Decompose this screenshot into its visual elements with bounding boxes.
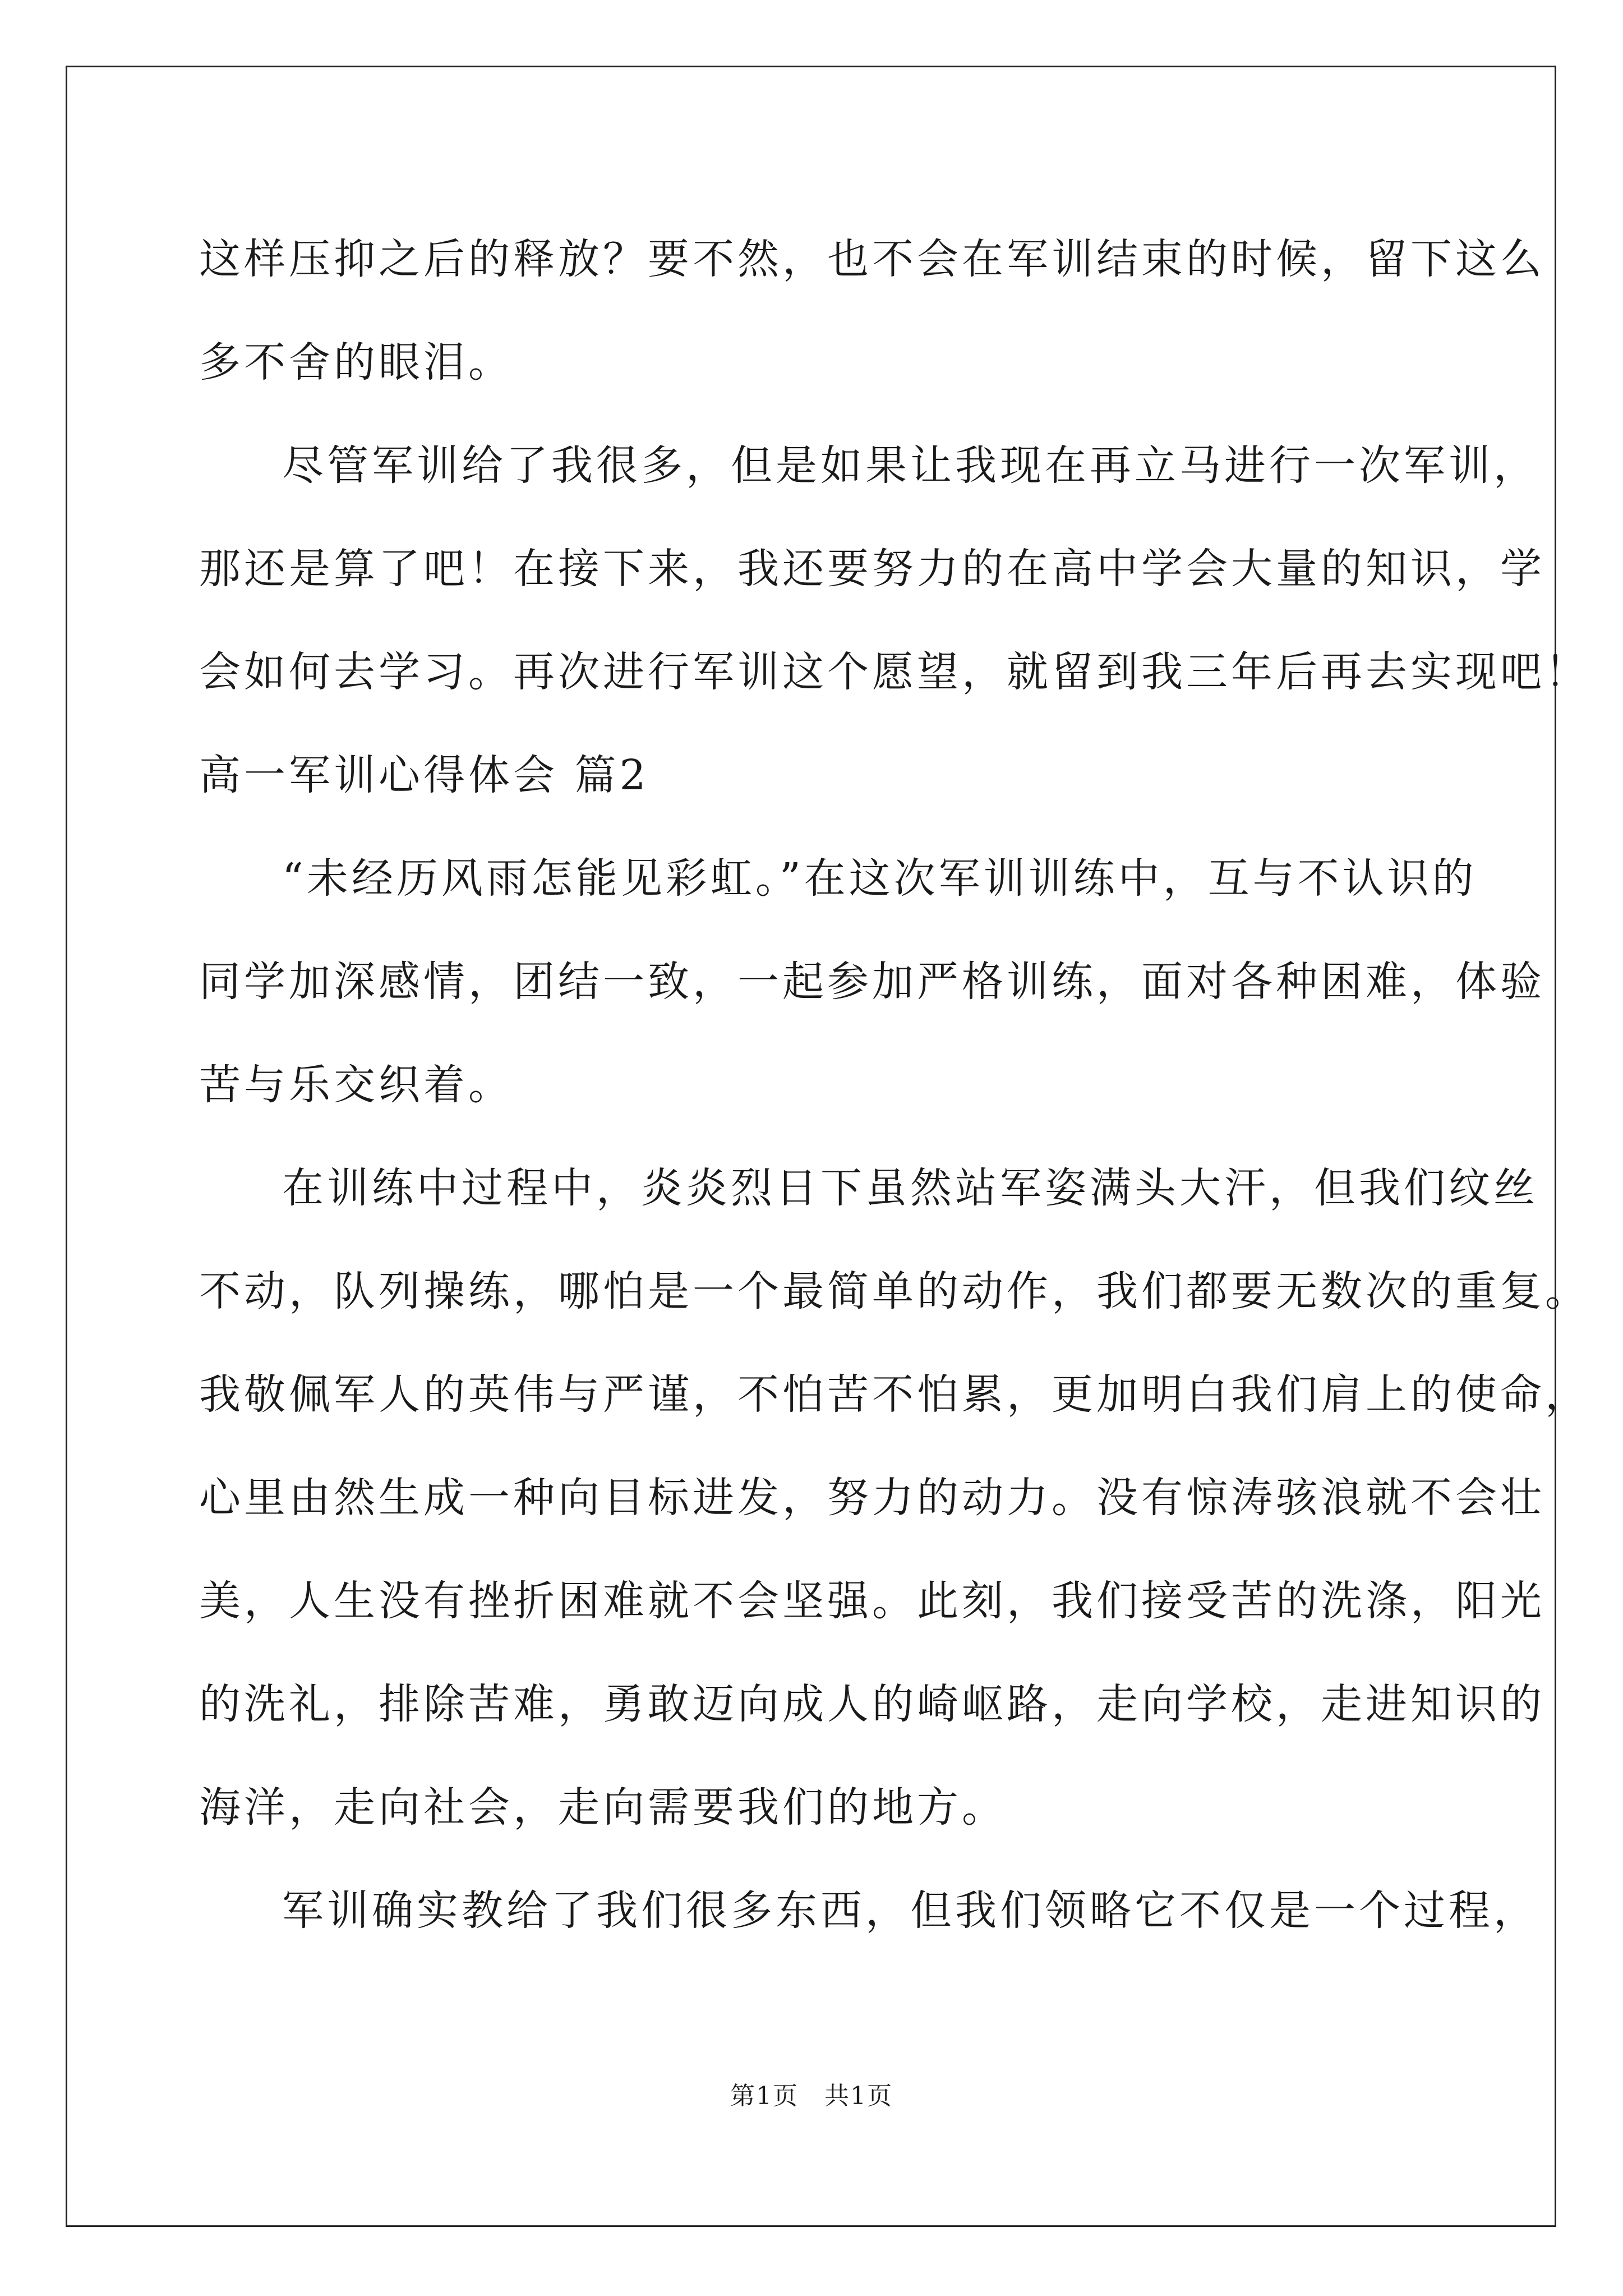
text-line: 在训练中过程中，炎炎烈日下虽然站军姿满头大汗，但我们纹丝	[282, 1164, 1538, 1212]
text-line: 军训确实教给了我们很多东西，但我们领略它不仅是一个过程，	[282, 1887, 1538, 1935]
text-line: 不动，队列操练，哪怕是一个最简单的动作，我们都要无数次的重复。	[199, 1267, 1590, 1315]
text-line: 我敬佩军人的英伟与严谨，不怕苦不怕累，更加明白我们肩上的使命，	[199, 1370, 1590, 1419]
text-line: “未经历风雨怎能见彩虹。”在这次军训训练中，互与不认识的	[282, 854, 1477, 903]
text-line: 同学加深感情，团结一致，一起参加严格训练，面对各种困难，体验	[199, 958, 1545, 1006]
text-line: 的洗礼，排除苦难，勇敢迈向成人的崎岖路，走向学校，走进知识的	[199, 1680, 1545, 1728]
text-line: 苦与乐交织着。	[199, 1061, 513, 1109]
text-line: 美，人生没有挫折困难就不会坚强。此刻，我们接受苦的洗涤，阳光	[199, 1577, 1545, 1625]
text-line: 心里由然生成一种向目标进发，努力的动力。没有惊涛骇浪就不会壮	[199, 1474, 1545, 1522]
text-line: 多不舍的眼泪。	[199, 338, 513, 386]
text-line: 会如何去学习。再次进行军训这个愿望，就留到我三年后再去实现吧！	[199, 648, 1590, 696]
text-line: 那还是算了吧！在接下来，我还要努力的在高中学会大量的知识，学	[199, 545, 1545, 593]
section-heading: 高一军训心得体会 篇2	[199, 751, 649, 799]
page-footer: 第1页 共1页	[730, 2082, 893, 2110]
text-line: 尽管军训给了我很多，但是如果让我现在再立马进行一次军训，	[282, 441, 1538, 490]
text-line: 海洋，走向社会，走向需要我们的地方。	[199, 1783, 1007, 1832]
document-body	[199, 208, 1590, 1962]
text-line: 这样压抑之后的释放？要不然，也不会在军训结束的时候，留下这么	[199, 235, 1545, 283]
